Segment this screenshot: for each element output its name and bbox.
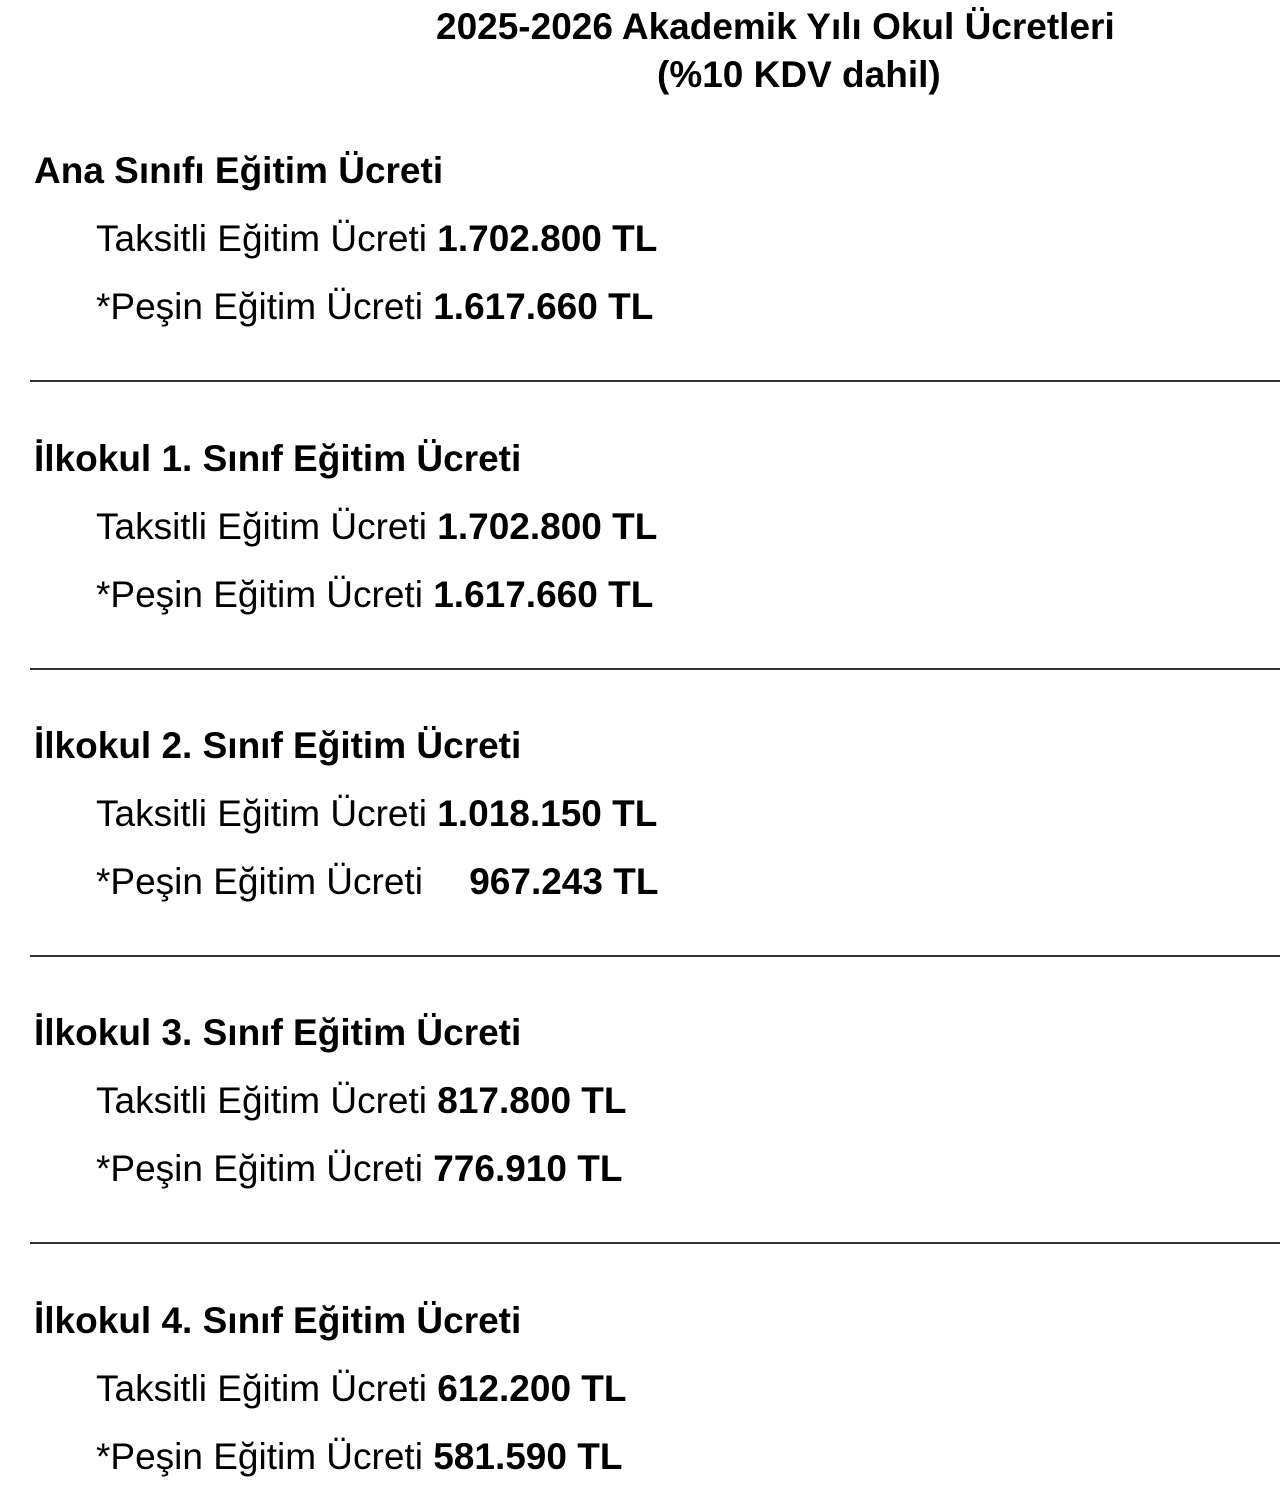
installment-fee-row bbox=[96, 1370, 627, 1407]
installment-fee-label: Taksitli Eğitim Ücreti bbox=[96, 506, 438, 547]
cash-fee-row bbox=[96, 576, 653, 613]
installment-fee-value: 1.018.150 TL bbox=[437, 793, 658, 834]
section-heading: İlkokul 3. Sınıf Eğitim Ücreti bbox=[34, 1012, 522, 1053]
cash-fee-value: 967.243 TL bbox=[469, 861, 659, 902]
cash-fee-label: *Peşin Eğitim Ücreti bbox=[96, 286, 434, 327]
cash-fee-label: *Peşin Eğitim Ücreti bbox=[96, 1436, 434, 1477]
section-heading: İlkokul 1. Sınıf Eğitim Ücreti bbox=[34, 438, 522, 479]
cash-fee-label: *Peşin Eğitim Ücreti bbox=[96, 861, 434, 902]
cash-fee-row bbox=[96, 1438, 622, 1475]
installment-fee-row bbox=[96, 795, 657, 832]
cash-fee-row bbox=[96, 288, 653, 325]
installment-fee-value: 612.200 TL bbox=[437, 1368, 627, 1409]
installment-fee-label: Taksitli Eğitim Ücreti bbox=[96, 1080, 438, 1121]
cash-fee-label: *Peşin Eğitim Ücreti bbox=[96, 574, 434, 615]
document-subtitle: (%10 KDV dahil) bbox=[657, 54, 941, 95]
section-divider bbox=[30, 380, 1280, 382]
fee-section-ilkokul-4 bbox=[0, 1302, 1280, 1492]
section-heading: Ana Sınıfı Eğitim Ücreti bbox=[34, 150, 444, 191]
section-divider bbox=[30, 1242, 1280, 1244]
section-divider bbox=[30, 668, 1280, 670]
cash-fee-value: 1.617.660 TL bbox=[433, 286, 654, 327]
installment-fee-row bbox=[96, 508, 657, 545]
fee-section-ilkokul-3 bbox=[0, 1014, 1280, 1302]
document-title: 2025-2026 Akademik Yılı Okul Ücretleri bbox=[436, 6, 1115, 47]
section-heading: İlkokul 2. Sınıf Eğitim Ücreti bbox=[34, 725, 522, 766]
cash-fee-value: 776.910 TL bbox=[433, 1148, 623, 1189]
cash-fee-value: 1.617.660 TL bbox=[433, 574, 654, 615]
cash-fee-label: *Peşin Eğitim Ücreti bbox=[96, 1148, 434, 1189]
fee-section-ilkokul-1 bbox=[0, 440, 1280, 728]
cash-fee-row bbox=[96, 1150, 622, 1187]
fee-section-ana-sinifi bbox=[0, 152, 1280, 440]
cash-fee-value: 581.590 TL bbox=[433, 1436, 623, 1477]
fee-section-ilkokul-2 bbox=[0, 727, 1280, 1015]
installment-fee-value: 1.702.800 TL bbox=[437, 218, 658, 259]
installment-fee-label: Taksitli Eğitim Ücreti bbox=[96, 1368, 438, 1409]
section-heading: İlkokul 4. Sınıf Eğitim Ücreti bbox=[34, 1300, 522, 1341]
installment-fee-label: Taksitli Eğitim Ücreti bbox=[96, 793, 438, 834]
installment-fee-label: Taksitli Eğitim Ücreti bbox=[96, 218, 438, 259]
installment-fee-value: 1.702.800 TL bbox=[437, 506, 658, 547]
cash-fee-row bbox=[96, 863, 658, 900]
installment-fee-row bbox=[96, 1082, 627, 1119]
installment-fee-value: 817.800 TL bbox=[437, 1080, 627, 1121]
section-divider bbox=[30, 955, 1280, 957]
installment-fee-row bbox=[96, 220, 657, 257]
